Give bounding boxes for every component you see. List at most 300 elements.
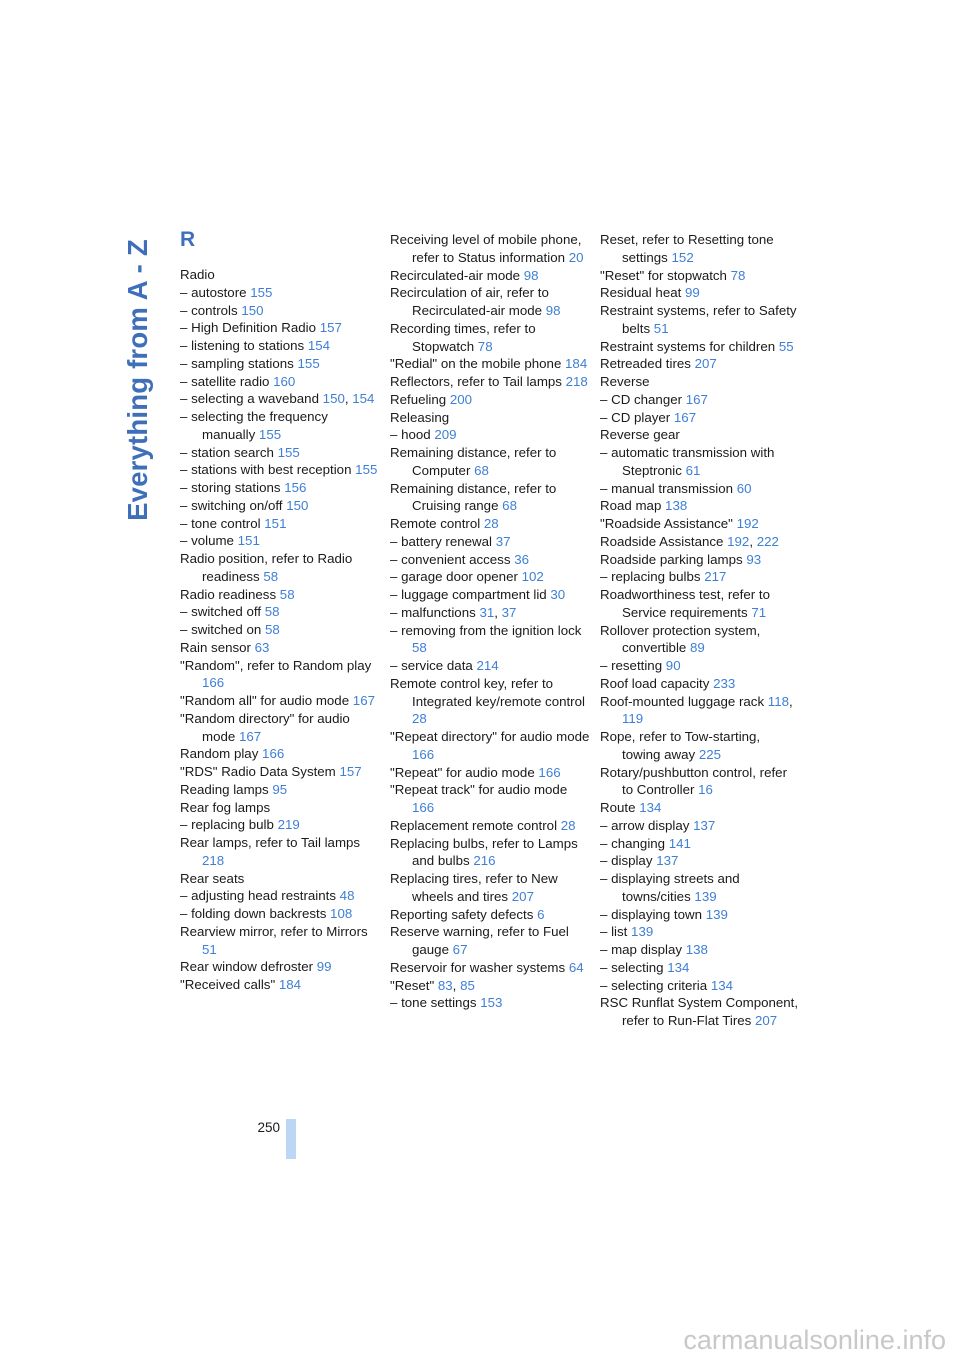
entry-text: Rearview mirror, refer to Mirrors xyxy=(180,923,368,939)
page-reference-link[interactable]: 98 xyxy=(523,267,539,283)
index-entry xyxy=(180,479,380,497)
page-reference-link[interactable]: 55 xyxy=(778,338,794,354)
index-entry xyxy=(180,958,380,976)
page-reference-link[interactable]: 207 xyxy=(755,1013,778,1028)
page-reference-link[interactable]: 155 xyxy=(297,355,320,371)
entry-text: Roadworthiness test, refer to Service requirements xyxy=(600,587,770,620)
index-entry xyxy=(600,586,800,622)
page-reference-link[interactable]: 134 xyxy=(667,959,690,975)
index-entry xyxy=(390,480,590,516)
page-reference-link[interactable]: 138 xyxy=(685,942,708,957)
page-reference-link[interactable]: 137 xyxy=(693,817,716,833)
index-entry xyxy=(180,621,380,639)
index-entry xyxy=(600,906,800,924)
entry-text: – arrow display xyxy=(600,817,694,833)
index-entry xyxy=(180,319,380,337)
page-reference-link[interactable]: 200 xyxy=(449,391,473,407)
entry-text: Radio readiness xyxy=(180,586,280,602)
entry-text: – satellite radio xyxy=(180,373,274,389)
entry-text: – switched on xyxy=(180,622,266,637)
page-reference-link[interactable]: 156 xyxy=(284,480,307,495)
index-entry xyxy=(390,604,590,622)
index-entry xyxy=(390,728,590,764)
page-reference-link[interactable]: 102 xyxy=(521,569,544,585)
page-reference-link[interactable]: 89 xyxy=(690,640,705,656)
entry-text: Restraint systems for children xyxy=(600,338,779,354)
index-entry xyxy=(180,586,380,604)
page-reference-link[interactable]: 108 xyxy=(330,906,353,921)
entry-text: – switched off xyxy=(180,604,265,620)
page-reference-link[interactable]: 58 xyxy=(412,640,427,656)
page-reference-link[interactable]: 157 xyxy=(319,320,342,336)
page-reference-link[interactable]: 155 xyxy=(250,284,273,300)
index-entry xyxy=(390,657,590,675)
side-section-title xyxy=(122,230,154,530)
entry-text: Rear lamps, refer to Tail lamps xyxy=(180,835,361,850)
index-entry xyxy=(180,444,380,462)
entry-text: Roof-mounted luggage rack xyxy=(600,693,768,709)
page-reference-link[interactable]: 157 xyxy=(339,764,362,779)
index-column-3 xyxy=(600,231,800,1030)
section-letter: R xyxy=(180,228,196,251)
entry-text: Rope, refer to Tow-starting, towing away xyxy=(600,729,761,762)
index-entry xyxy=(600,497,800,515)
entry-text: Reading lamps xyxy=(180,781,273,797)
index-entry xyxy=(390,977,590,995)
index-entry xyxy=(180,799,380,817)
entry-text: – removing from the ignition lock xyxy=(390,622,582,638)
entry-text: – map display xyxy=(600,942,686,957)
entry-text: Reservoir for washer systems xyxy=(390,959,569,975)
index-entry xyxy=(180,302,380,320)
index-entry xyxy=(390,835,590,871)
entry-text: – convenient access xyxy=(390,551,515,567)
page-reference-link[interactable]: 166 xyxy=(202,675,225,691)
page-reference-link[interactable]: 150 xyxy=(241,302,264,318)
index-entry xyxy=(180,905,380,923)
index-entry xyxy=(600,693,800,729)
entry-text: Route xyxy=(600,800,640,815)
page-reference-link[interactable]: 83 xyxy=(437,977,453,993)
page-reference-link[interactable]: 209 xyxy=(434,427,457,443)
entry-text: Radio xyxy=(180,267,215,282)
index-entry xyxy=(390,373,590,391)
page-reference-link[interactable]: 167 xyxy=(673,409,697,425)
page-reference-link[interactable]: 98 xyxy=(545,303,561,318)
page-reference-link[interactable]: 166 xyxy=(538,764,561,780)
page-reference-link[interactable]: 167 xyxy=(238,728,262,744)
entry-text: , xyxy=(749,533,757,549)
entry-text: "Random", refer to Random play xyxy=(180,657,372,673)
index-entry xyxy=(180,284,380,302)
page-reference-link[interactable]: 155 xyxy=(277,444,300,460)
index-entry xyxy=(600,941,800,959)
entry-text: – luggage compartment lid xyxy=(390,587,551,602)
page-reference-link[interactable]: 218 xyxy=(565,374,588,389)
page-reference-link[interactable]: 20 xyxy=(568,249,584,265)
entry-text: Receiving level of mobile phone, refer to Status information xyxy=(390,232,582,265)
entry-text: Rear seats xyxy=(180,870,245,886)
page-reference-link[interactable]: 51 xyxy=(202,941,217,957)
entry-text: – tone control xyxy=(180,515,265,531)
page-reference-link[interactable]: 58 xyxy=(264,604,280,620)
entry-text: "Repeat directory" for audio mode xyxy=(390,729,590,744)
page-reference-link[interactable]: 30 xyxy=(550,587,566,602)
index-entry xyxy=(600,373,800,391)
page-reference-link[interactable]: 153 xyxy=(480,995,503,1011)
page-reference-link[interactable]: 151 xyxy=(264,515,287,531)
index-entry xyxy=(180,710,380,746)
index-entry xyxy=(390,320,590,356)
index-entry xyxy=(600,764,800,800)
entry-text: – listening to stations xyxy=(180,338,308,353)
page-reference-link[interactable]: 150 xyxy=(286,497,309,513)
page-reference-link[interactable]: 222 xyxy=(756,533,779,549)
index-entry xyxy=(600,568,800,586)
entry-text: – tone settings xyxy=(390,995,481,1011)
entry-text: – display xyxy=(600,853,657,869)
page-reference-link[interactable]: 154 xyxy=(352,391,375,407)
entry-text: – storing stations xyxy=(180,480,285,495)
entry-text: Rear fog lamps xyxy=(180,799,271,815)
page-reference-link[interactable]: 150 xyxy=(322,391,345,407)
entry-text: – station search xyxy=(180,444,278,460)
page-reference-link[interactable]: 155 xyxy=(258,426,282,442)
index-entry xyxy=(600,852,800,870)
page-reference-link[interactable]: 60 xyxy=(736,480,752,496)
entry-text: Road map xyxy=(600,498,666,514)
index-entry xyxy=(600,923,800,941)
entry-text: – replacing bulbs xyxy=(600,569,705,585)
page-reference-link[interactable]: 233 xyxy=(713,675,736,691)
entry-text: Reverse xyxy=(600,374,650,389)
index-entry xyxy=(180,834,380,870)
entry-text: – selecting xyxy=(600,959,668,975)
entry-text: Roof load capacity xyxy=(600,675,714,691)
entry-text: "RDS" Radio Data System xyxy=(180,764,340,779)
page-reference-link[interactable]: 184 xyxy=(565,356,588,372)
page-reference-link[interactable]: 216 xyxy=(473,853,496,869)
index-entry xyxy=(390,409,590,427)
index-entry xyxy=(390,817,590,835)
entry-text: – stations with best reception xyxy=(180,462,356,478)
index-entry xyxy=(180,763,380,781)
index-entry xyxy=(600,799,800,817)
page-reference-link[interactable]: 154 xyxy=(307,338,331,353)
index-entry xyxy=(390,426,590,444)
page-reference-link[interactable]: 37 xyxy=(495,533,511,549)
index-entry xyxy=(180,870,380,888)
page-reference-link[interactable]: 134 xyxy=(639,800,662,815)
index-entry xyxy=(390,622,590,658)
index-entry xyxy=(180,355,380,373)
page-reference-link[interactable]: 138 xyxy=(665,498,688,514)
entry-text: "Random all" for audio mode xyxy=(180,693,353,708)
page-reference-link[interactable]: 64 xyxy=(568,959,584,975)
index-entry xyxy=(390,533,590,551)
index-entry xyxy=(180,515,380,533)
entry-text: Roadside parking lamps xyxy=(600,551,747,567)
index-entry xyxy=(600,444,800,480)
entry-text: Releasing xyxy=(390,409,450,425)
page-reference-link[interactable]: 219 xyxy=(277,817,300,833)
entry-text: – service data xyxy=(390,658,477,673)
index-entry xyxy=(600,817,800,835)
entry-text: – folding down backrests xyxy=(180,906,331,921)
entry-text: – battery renewal xyxy=(390,533,496,549)
entry-text: , xyxy=(494,604,502,620)
index-entry xyxy=(390,568,590,586)
page-reference-link[interactable]: 36 xyxy=(514,551,529,567)
entry-text: RSC Runflat System Component, refer to Run-Flat Tires xyxy=(600,995,799,1028)
entry-text: – sampling stations xyxy=(180,355,298,371)
page-reference-link[interactable]: 68 xyxy=(474,462,489,478)
entry-text: – displaying streets and towns/cities xyxy=(600,871,740,904)
index-entry xyxy=(390,267,590,285)
entry-text: Replacement remote control xyxy=(390,817,561,833)
index-entry xyxy=(600,994,800,1030)
page-reference-link[interactable]: 16 xyxy=(698,782,713,798)
index-column-1 xyxy=(180,266,380,994)
entry-text: Rain sensor xyxy=(180,639,255,655)
entry-text: – selecting the frequency manually xyxy=(180,409,328,442)
entry-text: – replacing bulb xyxy=(180,817,278,833)
entry-text: – hood xyxy=(390,427,435,443)
page-reference-link[interactable]: 139 xyxy=(631,924,654,940)
index-entry xyxy=(180,266,380,284)
page-reference-link[interactable]: 58 xyxy=(279,586,295,602)
page-reference-link[interactable]: 207 xyxy=(511,888,534,904)
entry-text: Refueling xyxy=(390,391,450,407)
entry-text: – displaying town xyxy=(600,906,706,922)
index-entry xyxy=(600,551,800,569)
index-entry xyxy=(390,870,590,906)
page-reference-link[interactable]: 28 xyxy=(483,516,499,531)
entry-text: Residual heat xyxy=(600,285,686,301)
entry-text: – CD changer xyxy=(600,391,686,407)
entry-text: – selecting a waveband xyxy=(180,391,323,407)
entry-text: "Redial" on the mobile phone xyxy=(390,356,566,372)
entry-text: Remote control key, refer to Integrated key/remote control xyxy=(390,675,585,709)
index-entry xyxy=(390,906,590,924)
index-entry xyxy=(180,781,380,799)
entry-text: – selecting criteria xyxy=(600,977,711,993)
watermark: carmanualsonline.info xyxy=(683,1325,946,1355)
index-entry xyxy=(390,959,590,977)
index-entry xyxy=(600,959,800,977)
entry-text: – garage door opener xyxy=(390,569,522,585)
page-reference-link[interactable]: 166 xyxy=(412,746,435,762)
page-reference-link[interactable]: 85 xyxy=(460,977,475,993)
page-marker-bar xyxy=(286,1119,296,1159)
page-reference-link[interactable]: 37 xyxy=(501,604,517,620)
entry-text: Reporting safety defects xyxy=(390,906,538,922)
page-reference-link[interactable]: 225 xyxy=(698,746,722,762)
page-reference-link[interactable]: 90 xyxy=(665,658,681,673)
entry-text: "Roadside Assistance" xyxy=(600,516,737,531)
index-entry xyxy=(600,267,800,285)
page-reference-link[interactable]: 151 xyxy=(237,533,260,549)
entry-text: Reverse gear xyxy=(600,427,680,443)
page-reference-link[interactable]: 192 xyxy=(727,533,750,549)
page-reference-link[interactable]: 152 xyxy=(671,249,694,265)
index-entry xyxy=(180,461,380,479)
page-reference-link[interactable]: 134 xyxy=(710,977,734,993)
page-reference-link[interactable]: 214 xyxy=(476,658,499,673)
page-reference-link[interactable]: 166 xyxy=(412,800,435,815)
index-entry xyxy=(180,639,380,657)
page-reference-link[interactable]: 99 xyxy=(685,285,700,301)
entry-text: Remaining distance, refer to Computer xyxy=(390,445,557,478)
entry-text: Random play xyxy=(180,746,263,762)
index-entry xyxy=(180,887,380,905)
index-entry xyxy=(600,426,800,444)
entry-text: – autostore xyxy=(180,284,251,300)
index-entry xyxy=(390,764,590,782)
page-reference-link[interactable]: 139 xyxy=(705,906,728,922)
entry-text: – manual transmission xyxy=(600,480,737,496)
entry-text: – controls xyxy=(180,302,242,318)
page-reference-link[interactable]: 58 xyxy=(263,568,279,584)
page-reference-link[interactable]: 119 xyxy=(622,711,644,727)
index-entry xyxy=(180,976,380,994)
index-entry xyxy=(180,550,380,586)
page-reference-link[interactable]: 58 xyxy=(265,622,280,637)
side-title-text: Everything from A - Z xyxy=(122,239,154,521)
index-entry xyxy=(180,745,380,763)
index-entry xyxy=(180,337,380,355)
entry-text: , xyxy=(452,977,461,993)
index-entry xyxy=(180,657,380,693)
entry-text: – malfunctions xyxy=(390,604,480,620)
index-entry xyxy=(180,923,380,959)
page-reference-link[interactable]: 141 xyxy=(668,835,691,851)
index-entry xyxy=(600,515,800,533)
index-entry xyxy=(390,994,590,1012)
page-reference-link[interactable]: 207 xyxy=(694,356,717,372)
entry-text: , xyxy=(344,391,353,407)
page-reference-link[interactable]: 192 xyxy=(736,516,759,531)
page-reference-link[interactable]: 31 xyxy=(479,604,495,620)
index-entry xyxy=(600,391,800,409)
index-entry xyxy=(600,284,800,302)
index-entry xyxy=(390,355,590,373)
entry-text: Recirculation of air, refer to Recirculated-air mode xyxy=(390,285,549,318)
page-reference-link[interactable]: 95 xyxy=(272,781,288,797)
entry-text: – volume xyxy=(180,533,238,549)
page-number: 250 xyxy=(257,1120,280,1135)
index-entry xyxy=(390,675,590,728)
entry-text: Remaining distance, refer to Cruising range xyxy=(390,480,557,514)
index-entry xyxy=(180,532,380,550)
page-reference-link[interactable]: 167 xyxy=(685,391,708,407)
page-reference-link[interactable]: 184 xyxy=(278,977,302,992)
entry-text: Reflectors, refer to Tail lamps xyxy=(390,374,566,389)
page-reference-link[interactable]: 28 xyxy=(560,817,576,833)
index-entry xyxy=(600,835,800,853)
page-reference-link[interactable]: 67 xyxy=(452,942,468,957)
entry-text: "Repeat track" for audio mode xyxy=(390,782,568,798)
entry-text: "Repeat" for audio mode xyxy=(390,764,539,780)
entry-text: Replacing tires, refer to New wheels and tires xyxy=(390,871,558,904)
page-reference-link[interactable]: 218 xyxy=(202,852,225,868)
index-entry xyxy=(180,692,380,710)
page-reference-link[interactable]: 63 xyxy=(254,639,270,655)
page-reference-link[interactable]: 217 xyxy=(704,569,727,585)
page-reference-link[interactable]: 68 xyxy=(502,498,517,514)
page-reference-link[interactable]: 71 xyxy=(751,604,767,620)
index-column-2 xyxy=(390,231,590,1012)
entry-text: – resetting xyxy=(600,658,666,673)
index-entry xyxy=(180,373,380,391)
index-entry xyxy=(180,497,380,515)
page-reference-link[interactable]: 139 xyxy=(694,888,717,904)
page-reference-link[interactable]: 166 xyxy=(262,746,285,762)
entry-text: Recirculated-air mode xyxy=(390,267,524,283)
page-reference-link[interactable]: 78 xyxy=(730,267,746,283)
entry-text: , xyxy=(789,693,793,709)
page-reference-link[interactable]: 99 xyxy=(316,959,332,975)
index-entry xyxy=(180,816,380,834)
page-reference-link[interactable]: 167 xyxy=(352,693,375,708)
index-entry xyxy=(600,480,800,498)
entry-text: – adjusting head restraints xyxy=(180,888,340,904)
entry-text: – changing xyxy=(600,835,669,851)
index-entry xyxy=(390,284,590,320)
page-reference-link[interactable]: 118 xyxy=(767,693,789,709)
entry-text: Replacing bulbs, refer to Lamps and bulbs xyxy=(390,835,578,869)
page-reference-link[interactable]: 78 xyxy=(477,338,493,354)
index-entry xyxy=(600,302,800,338)
index-entry xyxy=(390,391,590,409)
entry-text: – automatic transmission with Steptronic xyxy=(600,445,775,478)
index-entry xyxy=(600,355,800,373)
page-reference-link[interactable]: 61 xyxy=(685,462,701,478)
index-entry xyxy=(600,231,800,267)
index-entry xyxy=(390,515,590,533)
page-reference-link[interactable]: 137 xyxy=(656,853,679,869)
entry-text: Radio position, refer to Radio readiness xyxy=(180,551,353,584)
page-reference-link[interactable]: 93 xyxy=(746,551,762,567)
entry-text: Restraint systems, refer to Safety belts xyxy=(600,303,797,336)
index-entry xyxy=(600,675,800,693)
index-entry xyxy=(600,533,800,551)
page-reference-link[interactable]: 155 xyxy=(355,462,378,478)
entry-text: "Random directory" for audio mode xyxy=(180,710,350,744)
index-entry xyxy=(390,781,590,817)
index-entry xyxy=(180,408,380,444)
entry-text: Recording times, refer to Stopwatch xyxy=(390,320,536,354)
entry-text: "Reset" xyxy=(390,977,438,993)
entry-text: – switching on/off xyxy=(180,497,287,513)
page-reference-link[interactable]: 6 xyxy=(537,906,545,922)
entry-text: Reserve warning, refer to Fuel gauge xyxy=(390,924,569,957)
entry-text: Retreaded tires xyxy=(600,356,695,372)
page-reference-link[interactable]: 48 xyxy=(339,888,355,904)
entry-text: Reset, refer to Resetting tone settings xyxy=(600,232,774,265)
entry-text: "Received calls" xyxy=(180,977,279,992)
page-reference-link[interactable]: 51 xyxy=(653,320,669,336)
index-entry xyxy=(600,728,800,764)
page-reference-link[interactable]: 28 xyxy=(412,711,427,727)
index-entry xyxy=(600,338,800,356)
index-entry xyxy=(390,551,590,569)
page-reference-link[interactable]: 160 xyxy=(273,373,296,389)
entry-text: – list xyxy=(600,924,632,940)
entry-text: – CD player xyxy=(600,409,674,425)
index-entry xyxy=(600,657,800,675)
index-entry xyxy=(180,390,380,408)
